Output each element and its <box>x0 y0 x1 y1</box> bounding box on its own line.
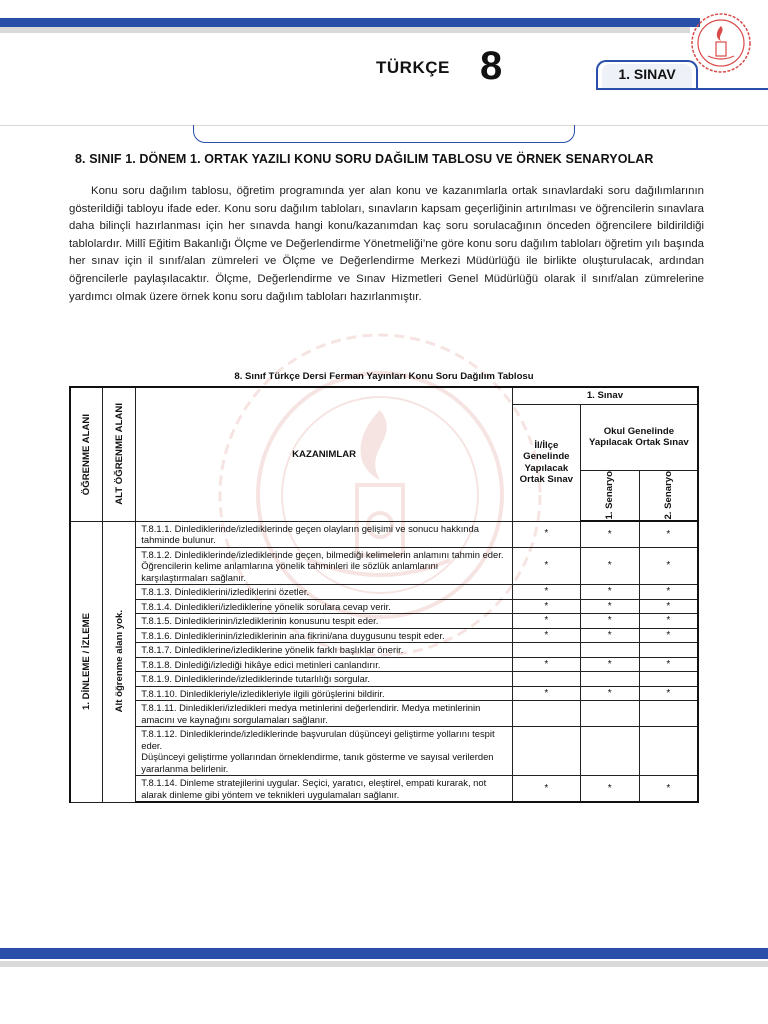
subject-title: TÜRKÇE <box>376 58 450 77</box>
top-gray-stripe <box>0 27 690 33</box>
scenario-1-cell <box>580 727 639 776</box>
header-scenario-2: 2. Senaryo <box>639 471 698 521</box>
scenario-2-cell: * <box>639 599 698 614</box>
province-exam-cell: * <box>512 599 580 614</box>
main-title: 8. SINIF 1. DÖNEM 1. ORTAK YAZILI KONU SORU DAĞILIM TABLOSU VE ÖRNEK SENARYOLAR <box>75 152 654 166</box>
province-exam-cell <box>512 727 580 776</box>
table-row <box>70 521 698 547</box>
title-bracket <box>193 125 575 143</box>
top-blue-stripe <box>0 18 700 27</box>
scenario-1-cell: * <box>580 585 639 600</box>
table-row <box>70 547 698 585</box>
table-row <box>70 686 698 701</box>
table-row <box>70 585 698 600</box>
scenario-2-cell: * <box>639 657 698 672</box>
table-row <box>70 643 698 658</box>
header-province-exam: İl/İlçe Genelinde Yapılacak Ortak Sınav <box>512 404 580 521</box>
outcome-cell: T.8.1.9. Dinlediklerinde/izlediklerinde tutarlılığı sorgular. <box>136 672 513 687</box>
outcome-cell: T.8.1.6. Dinlediklerinin/izlediklerinin ana fikrini/ana duygusunu tespit eder. <box>136 628 513 643</box>
table-row <box>70 727 698 776</box>
scenario-2-cell: * <box>639 585 698 600</box>
province-exam-cell: * <box>512 657 580 672</box>
scenario-2-cell: * <box>639 628 698 643</box>
grade-number: 8 <box>480 44 503 88</box>
outcome-cell: T.8.1.5. Dinlediklerinin/izlediklerinin konusunu tespit eder. <box>136 614 513 629</box>
outcome-cell: T.8.1.2. Dinlediklerinde/izlediklerinde geçen, bilmediği kelimelerin anlamını tahmin eder. Öğrencilerin kelime anlamlarına yönelik tahminleri ile sözlük anlamlarını karşılaştırmaları sağlanır. <box>136 547 513 585</box>
exam-tab-underline <box>596 88 768 90</box>
learning-area-cell: 1. DİNLEME / İZLEME <box>70 521 103 802</box>
scenario-2-cell <box>639 643 698 658</box>
scenario-1-cell: * <box>580 686 639 701</box>
province-exam-cell <box>512 701 580 727</box>
intro-paragraph: Konu soru dağılım tablosu, öğretim programında yer alan konu ve kazanımlarla ortak sınavlardaki soru dağılımlarının gösterildiği tabloyu ifade eder. Konu soru dağılım tabloları, sınavların kapsam geçerliğinin artırılması ve öğrencilerin sınavlara daha bilinçli hazırlanması için her sınavda hangi konu/kazanımdan kaç soru sorulacağının önceden öğrencilere bildirildiği tablolardır. Millî Eğitim Bakanlığı Ölçme ve Değerlendirme Yönetmeliği’ne göre konu soru dağılım tabloları öğretim yılı başında her sınav için il sınıf/alan zümreleri ve Ölçme ve Değerlendirme Merkezi Müdürlüğü ile birlikte oluşturulacak, ardından öğrencilerle paylaşılacaktır. Ölçme, Değerlendirme ve Sınav Hizmetleri Genel Müdürlüğü olarak il sınıf/alan zümrelerine yardımcı olmak üzere örnek konu soru dağılım tabloları hazırlanmıştır. <box>69 185 704 303</box>
table-row <box>70 657 698 672</box>
province-exam-cell: * <box>512 614 580 629</box>
outcome-cell: T.8.1.12. Dinlediklerinde/izlediklerinde başvurulan düşünceyi geliştirme yollarını tespit eder. Düşünceyi geliştirme yollarından örneklendirme, tanık gösterme ve sayısal verilerden yararlanma belirlenir. <box>136 727 513 776</box>
scenario-2-cell: * <box>639 521 698 547</box>
scenario-1-cell: * <box>580 614 639 629</box>
bottom-blue-stripe <box>0 948 768 959</box>
province-exam-cell: * <box>512 547 580 585</box>
table-title: 8. Sınıf Türkçe Dersi Ferman Yayınları Konu Soru Dağılım Tablosu <box>234 371 534 382</box>
scenario-2-cell <box>639 727 698 776</box>
header-outcomes: KAZANIMLAR <box>136 387 513 521</box>
province-exam-cell: * <box>512 686 580 701</box>
scenario-2-cell <box>639 701 698 727</box>
outcome-cell: T.8.1.1. Dinlediklerinde/izlediklerinde geçen olayların gelişimi ve sonucu hakkında tahminde bulunur. <box>136 521 513 547</box>
table-row <box>70 701 698 727</box>
outcome-cell: T.8.1.8. Dinlediği/izlediği hikâye edici metinleri canlandırır. <box>136 657 513 672</box>
table-row <box>70 776 698 803</box>
distribution-table <box>69 386 699 803</box>
meb-seal-icon <box>690 12 752 74</box>
scenario-2-cell: * <box>639 776 698 803</box>
sub-learning-area-cell: Alt öğrenme alanı yok. <box>103 521 136 802</box>
scenario-2-cell: * <box>639 547 698 585</box>
province-exam-cell: * <box>512 628 580 643</box>
header-scenario-1: 1. Senaryo <box>580 471 639 521</box>
outcome-cell: T.8.1.4. Dinledikleri/izlediklerine yönelik sorulara cevap verir. <box>136 599 513 614</box>
outcome-cell: T.8.1.7. Dinlediklerine/izlediklerine yönelik farklı başlıklar önerir. <box>136 643 513 658</box>
province-exam-cell <box>512 643 580 658</box>
exam-label: 1. SINAV <box>618 66 676 82</box>
province-exam-cell <box>512 672 580 687</box>
table-row <box>70 614 698 629</box>
outcome-cell: T.8.1.3. Dinlediklerini/izlediklerini özetler. <box>136 585 513 600</box>
table-row <box>70 599 698 614</box>
table-row <box>70 672 698 687</box>
header-sub-learning-area: ALT ÖĞRENME ALANI <box>103 387 136 521</box>
province-exam-cell: * <box>512 776 580 803</box>
province-exam-cell: * <box>512 521 580 547</box>
scenario-1-cell: * <box>580 776 639 803</box>
scenario-2-cell: * <box>639 614 698 629</box>
scenario-1-cell <box>580 672 639 687</box>
scenario-1-cell: * <box>580 628 639 643</box>
scenario-1-cell <box>580 701 639 727</box>
header-school-exam: Okul Genelinde Yapılacak Ortak Sınav <box>580 404 698 471</box>
outcome-cell: T.8.1.14. Dinleme stratejilerini uygular. Seçici, yaratıcı, eleştirel, empati kurarak, not alarak dinleme gibi yöntem ve teknikleri uygulamaları sağlanır. <box>136 776 513 803</box>
header-exam: 1. Sınav <box>512 387 698 404</box>
table-row <box>70 628 698 643</box>
outcome-cell: T.8.1.10. Dinledikleriyle/izledikleriyle ilgili görüşlerini bildirir. <box>136 686 513 701</box>
scenario-2-cell <box>639 672 698 687</box>
scenario-1-cell: * <box>580 547 639 585</box>
scenario-1-cell <box>580 643 639 658</box>
bottom-gray-stripe <box>0 961 768 967</box>
scenario-1-cell: * <box>580 657 639 672</box>
header-learning-area: ÖĞRENME ALANI <box>70 387 103 521</box>
scenario-1-cell: * <box>580 599 639 614</box>
outcome-cell: T.8.1.11. Dinledikleri/izledikleri medya metinlerini değerlendirir. Medya metinlerinin amacını ve kaynağını sorgulamaları sağlanır. <box>136 701 513 727</box>
scenario-2-cell: * <box>639 686 698 701</box>
scenario-1-cell: * <box>580 521 639 547</box>
province-exam-cell: * <box>512 585 580 600</box>
